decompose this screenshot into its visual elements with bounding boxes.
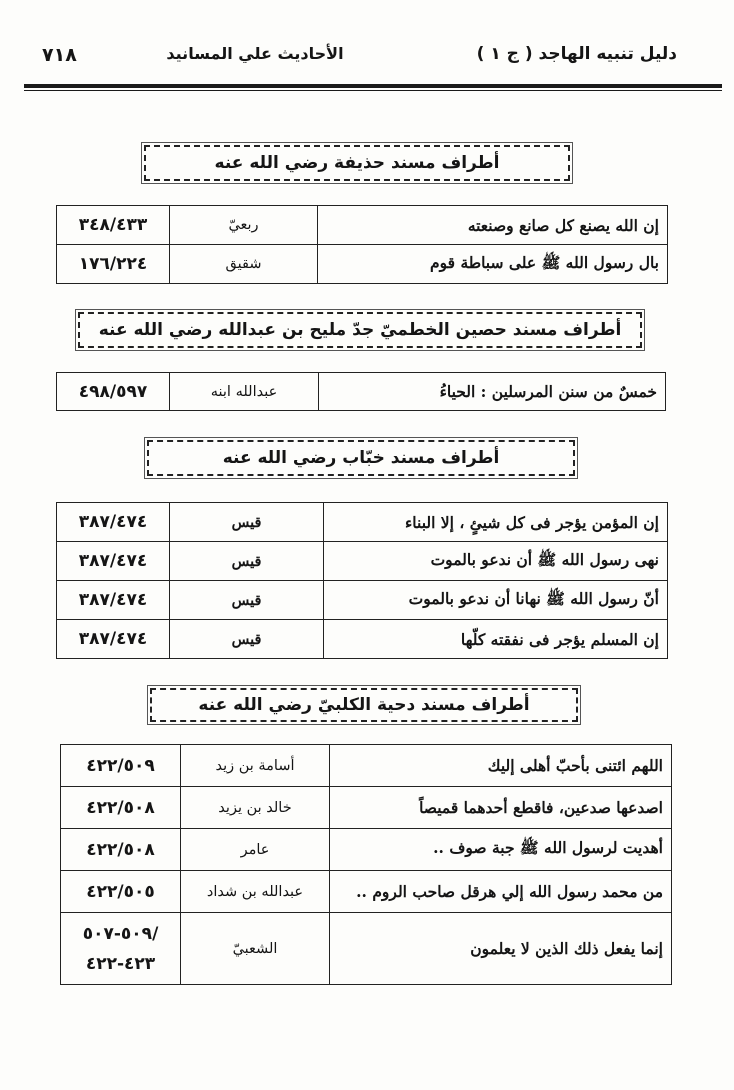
reference: ٤٢٢/٥٠٩	[61, 745, 181, 787]
reference: ٤٩٨/٥٩٧	[57, 373, 170, 411]
narrator: قيس	[170, 581, 324, 620]
table-row	[57, 581, 668, 620]
hadith-text: بال رسول الله ﷺ على سباطة قوم	[318, 245, 668, 284]
reference-line-2: ٤٢٣-٤٢٢	[85, 953, 156, 974]
narrator: الشعبيّ	[181, 913, 330, 985]
narrator: شقيق	[170, 245, 318, 284]
table-row	[57, 245, 668, 284]
hadith-table-hudhayfa	[56, 205, 668, 284]
reference: ١٧٦/٢٢٤	[57, 245, 170, 284]
section-title-hudhayfa: أطراف مسند حذيفة رضي الله عنه	[144, 145, 570, 181]
narrator: قيس	[170, 503, 324, 542]
section-title-khabbab: أطراف مسند خبّاب رضي الله عنه	[147, 440, 575, 476]
section-title-dihya: أطراف مسند دحية الكلبيّ رضي الله عنه	[150, 688, 578, 722]
reference: ٣٤٨/٤٣٣	[57, 206, 170, 245]
hadith-text: اصدعها صدعين، فاقطع أحدهما قميصاً	[330, 787, 672, 829]
table-row	[57, 373, 666, 411]
section-title-husayn: أطراف مسند حصين الخطميّ جدّ مليح بن عبدالله رضي الله عنه	[78, 312, 642, 348]
hadith-text: نهى رسول الله ﷺ أن ندعو بالموت	[324, 542, 668, 581]
reference: ٣٨٧/٤٧٤	[57, 581, 170, 620]
hadith-text: من محمد رسول الله إلي هرقل صاحب الروم ..	[330, 871, 672, 913]
reference: ٣٨٧/٤٧٤	[57, 542, 170, 581]
hadith-text: خمسٌ من سنن المرسلين : الحياءُ	[319, 373, 666, 411]
hadith-text: أهديت لرسول الله ﷺ جبة صوف ..	[330, 829, 672, 871]
hadith-text: إن الله يصنع كل صانع وصنعته	[318, 206, 668, 245]
table-row	[57, 206, 668, 245]
hadith-table-husayn	[56, 372, 666, 411]
table-row	[61, 871, 672, 913]
narrator: عبدالله ابنه	[170, 373, 319, 411]
table-row	[61, 787, 672, 829]
narrator: قيس	[170, 542, 324, 581]
reference: ٤٢٢/٥٠٨	[61, 829, 181, 871]
reference: ٤٢٢/٥٠٨	[61, 787, 181, 829]
table-row	[57, 503, 668, 542]
table-row	[61, 913, 672, 985]
hadith-table-dihya	[60, 744, 672, 985]
hadith-text: إنما يفعل ذلك الذين لا يعلمون	[330, 913, 672, 985]
hadith-text: اللهم ائتنى بأحبّ أهلى إليك	[330, 745, 672, 787]
header-rule-thick	[24, 84, 722, 88]
reference: ٣٨٧/٤٧٤	[57, 620, 170, 659]
hadith-text: إن المسلم يؤجر فى نفقته كلّها	[324, 620, 668, 659]
narrator: عامر	[181, 829, 330, 871]
book-title: دليل تنبيه الهاجد ( ج ١ )	[476, 44, 677, 64]
hadith-table-khabbab	[56, 502, 668, 659]
running-header	[0, 38, 734, 74]
header-center-title: الأحاديث علي المسانيد	[166, 44, 344, 63]
page-number: ٧١٨	[42, 44, 77, 66]
narrator: ربعيّ	[170, 206, 318, 245]
table-row	[61, 745, 672, 787]
table-row	[57, 542, 668, 581]
header-rule-thin	[24, 90, 722, 91]
table-row	[61, 829, 672, 871]
reference: ٣٨٧/٤٧٤	[57, 503, 170, 542]
narrator: خالد بن يزيد	[181, 787, 330, 829]
reference: ٤٢٢/٥٠٥	[61, 871, 181, 913]
narrator: أسامة بن زيد	[181, 745, 330, 787]
table-row	[57, 620, 668, 659]
reference-line-1: /٥٠٩-٥٠٧	[82, 923, 159, 944]
narrator: قيس	[170, 620, 324, 659]
reference-multiline	[61, 913, 181, 985]
hadith-text: إن المؤمن يؤجر فى كل شيئٍ ، إلا البناء	[324, 503, 668, 542]
narrator: عبدالله بن شداد	[181, 871, 330, 913]
hadith-text: أنّ رسول الله ﷺ نهانا أن ندعو بالموت	[324, 581, 668, 620]
